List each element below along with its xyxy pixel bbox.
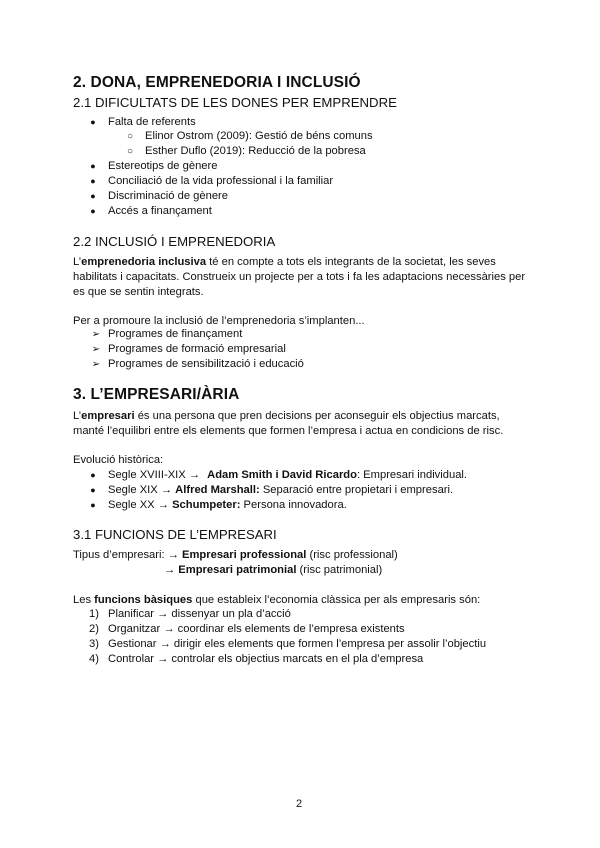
types-line bbox=[164, 563, 382, 578]
list-item: Controlar → controlar els objectius marcats en el pla d’empresa bbox=[108, 653, 424, 665]
text-span: L’ bbox=[73, 410, 82, 422]
list-item: Conciliació de la vida professional i la familiar bbox=[108, 175, 334, 187]
functions-intro bbox=[73, 593, 480, 608]
economist-name: Alfred Marshall: bbox=[175, 484, 260, 496]
bold-term: emprenedoria inclusiva bbox=[81, 256, 207, 268]
section-2-heading: 2. DONA, EMPRENEDORIA I INCLUSIÓ bbox=[73, 74, 361, 91]
circle-bullet-icon: ○ bbox=[126, 131, 134, 142]
type-risk: (risc professional) bbox=[306, 549, 398, 561]
arrow-text: → bbox=[167, 549, 183, 561]
era-description: Separació entre propietari i empresari. bbox=[259, 484, 454, 496]
list-item bbox=[108, 468, 467, 483]
bullet-icon: ● bbox=[90, 161, 96, 171]
list-item: Planificar → dissenyar un pla d’acció bbox=[108, 608, 291, 620]
list-item: Programes de finançament bbox=[108, 328, 243, 340]
section-3-heading: 3. L’EMPRESARI/ÀRIA bbox=[73, 386, 240, 403]
circle-bullet-icon: ○ bbox=[126, 146, 134, 157]
list-item: Accés a finançament bbox=[108, 205, 212, 217]
type-name: Empresari professional bbox=[182, 549, 307, 561]
list-item: Gestionar → dirigir eles elements que formen l’empresa per assolir l’objectiu bbox=[108, 638, 487, 650]
arrow-text: → bbox=[164, 564, 179, 576]
bullet-icon: ● bbox=[90, 176, 96, 186]
era-label: Segle XX → bbox=[108, 499, 173, 511]
era-description: : Empresari individual. bbox=[356, 469, 468, 481]
list-item bbox=[108, 498, 347, 513]
inclusion-paragraph-line bbox=[73, 255, 496, 270]
type-name: Empresari patrimonial bbox=[178, 564, 297, 576]
section-2-1-heading: 2.1 DIFICULTATS DE LES DONES PER EMPRENDRE bbox=[73, 95, 397, 110]
list-item: Programes de formació empresarial bbox=[108, 343, 286, 355]
text-span: L’ bbox=[73, 256, 82, 268]
evolution-intro: Evolució històrica: bbox=[73, 454, 164, 466]
bold-term: funcions bàsiques bbox=[94, 594, 193, 606]
inclusion-paragraph-line: habilitats i capacitats. Construeix un projecte per a tots i fa les adaptacions necessàries per bbox=[73, 271, 526, 283]
page-number: 2 bbox=[296, 798, 303, 810]
era-description: Persona innovadora. bbox=[240, 499, 347, 511]
list-item: Organitzar → coordinar els elements de l’empresa existents bbox=[108, 623, 405, 635]
entrepreneur-paragraph-line: manté l’equilibri entre els elements que formen l’empresa i actua en condicions de risc. bbox=[73, 425, 504, 437]
promote-intro: Per a promoure la inclusió de l’emprenedoria s’implanten... bbox=[73, 315, 365, 327]
list-item: Estereotips de gènere bbox=[108, 160, 218, 172]
list-number: 3) bbox=[89, 638, 99, 650]
list-item bbox=[108, 483, 453, 498]
bullet-icon: ● bbox=[90, 191, 96, 201]
types-label: Tipus d’empresari: bbox=[73, 549, 168, 561]
bullet-icon: ● bbox=[90, 500, 96, 510]
era-label: Segle XIX → bbox=[108, 484, 176, 496]
bullet-icon: ● bbox=[90, 485, 96, 495]
text-span: té en compte a tots els integrants de la societat, les seves bbox=[206, 256, 496, 268]
entrepreneur-paragraph-line bbox=[73, 409, 500, 424]
list-item: Esther Duflo (2019): Reducció de la pobresa bbox=[145, 145, 366, 157]
bullet-icon: ● bbox=[90, 206, 96, 216]
text-span: que estableix l’economia clàssica per als empresaris són: bbox=[192, 594, 481, 606]
text-span: Les bbox=[73, 594, 95, 606]
economist-name: Adam Smith i David Ricardo bbox=[207, 469, 357, 481]
arrow-bullet-icon: ➢ bbox=[91, 329, 101, 340]
inclusion-paragraph-line: es que se sentin integrats. bbox=[73, 286, 204, 298]
section-2-2-heading: 2.2 INCLUSIÓ I EMPRENEDORIA bbox=[73, 234, 276, 249]
type-risk: (risc patrimonial) bbox=[296, 564, 383, 576]
list-item: Falta de referents bbox=[108, 116, 196, 128]
list-number: 2) bbox=[89, 623, 99, 635]
section-3-1-heading: 3.1 FUNCIONS DE L’EMPRESARI bbox=[73, 527, 277, 542]
bullet-icon: ● bbox=[90, 117, 96, 127]
types-line bbox=[73, 548, 398, 563]
list-item: Elinor Ostrom (2009): Gestió de béns comuns bbox=[145, 130, 373, 142]
bullet-icon: ● bbox=[90, 470, 96, 480]
text-span: és una persona que pren decisions per aconseguir els objectius marcats, bbox=[134, 410, 500, 422]
list-number: 4) bbox=[89, 653, 99, 665]
arrow-bullet-icon: ➢ bbox=[91, 359, 101, 370]
economist-name: Schumpeter: bbox=[172, 499, 241, 511]
bold-term: empresari bbox=[81, 410, 135, 422]
arrow-bullet-icon: ➢ bbox=[91, 344, 101, 355]
era-label: Segle XVIII-XIX → bbox=[108, 469, 204, 481]
list-number: 1) bbox=[89, 608, 99, 620]
list-item: Programes de sensibilització i educació bbox=[108, 358, 304, 370]
list-item: Discriminació de gènere bbox=[108, 190, 229, 202]
